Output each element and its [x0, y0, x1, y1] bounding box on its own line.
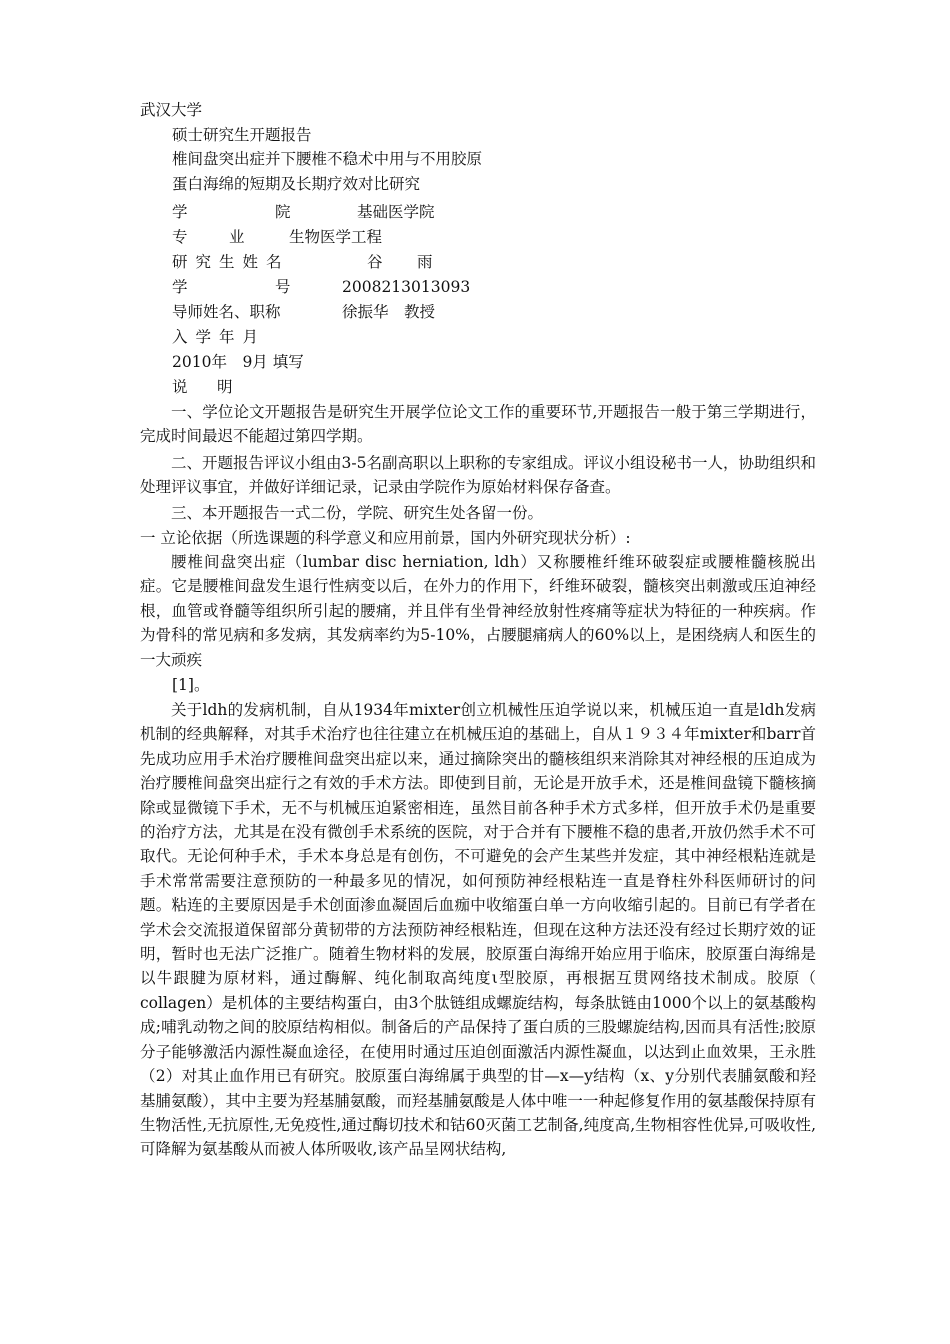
student-id-value: 2008213013093 — [342, 278, 471, 296]
student-name-value-b: 雨 — [417, 253, 433, 271]
college-label-b: 院 — [275, 203, 291, 221]
college-value: 基础医学院 — [357, 203, 435, 221]
fill-date: 2010年 9月 填写 — [172, 353, 304, 371]
student-id-label-a: 学 — [172, 278, 188, 296]
report-title-line1: 椎间盘突出症并下腰椎不稳术中用与不用胶原 — [172, 150, 483, 168]
reference-1: [1]。 — [172, 676, 210, 694]
note-item-1: 一、学位论文开题报告是研究生开展学位论文工作的重要环节,开题报告一般于第三学期进行，完成时间最迟不能超过第四学期。 — [140, 403, 816, 446]
advisor-label: 导师姓名、职称 — [172, 303, 281, 321]
student-name-value-a: 谷 — [367, 253, 383, 271]
notes-heading-a: 说 — [172, 378, 188, 396]
notes-heading-b: 明 — [217, 378, 233, 396]
student-name-row — [172, 250, 572, 274]
section1-heading: 一 立论依据（所选课题的科学意义和应用前景，国内外研究现状分析）: — [140, 529, 631, 547]
advisor-row — [172, 300, 572, 324]
advisor-value: 徐振华 教授 — [342, 303, 436, 321]
major-value: 生物医学工程 — [289, 228, 383, 246]
report-title-line2: 蛋白海绵的短期及长期疗效对比研究 — [172, 175, 421, 193]
major-label-b: 业 — [229, 228, 245, 246]
notes-heading — [172, 375, 372, 399]
university-name: 武汉大学 — [140, 101, 203, 119]
note-item-3: 三、本开题报告一式二份，学院、研究生处各留一份。 — [171, 504, 544, 522]
major-label-a: 专 — [172, 228, 188, 246]
enroll-label: 入学年月 — [172, 328, 267, 346]
body-paragraph-1: 腰椎间盘突出症（lumbar disc herniation, ldh）又称腰椎纤维环破裂症或腰椎髓核脱出症。它是腰椎间盘发生退行性病变以后，在外力的作用下，纤维环破裂，髓核突出刺激或压迫神经根，血管或脊髓等组织所引起的腰痛，并且伴有坐骨神经放射性疼痛等症状为特征的一种疾病。作为骨科的常见病和多发病，其发病率约为5-10%，占腰腿痛病人的60%以上，是困绕病人和医生的一大顽疾 — [140, 553, 816, 669]
student-id-row — [172, 275, 572, 299]
student-id-label-b: 号 — [275, 278, 291, 296]
report-type: 硕士研究生开题报告 — [172, 126, 312, 144]
note-item-2: 二、开题报告评议小组由3-5名副高职以上职称的专家组成。评议小组设秘书一人，协助组织和处理评议事宜，并做好详细记录，记录由学院作为原始材料保存备查。 — [140, 454, 816, 497]
major-row — [172, 225, 572, 249]
body-paragraph-2: 关于ldh的发病机制，自从1934年mixter创立机械性压迫学说以来，机械压迫一直是ldh发病机制的经典解释，对其手术治疗也往往建立在机械压迫的基础上，自从１９３４年mixter和barr首先成功应用手术治疗腰椎间盘突出症以来，通过摘除突出的髓核组织来消除其对神经根的压迫成为治疗腰椎间盘突出症行之有效的手术方法。即使到目前，无论是开放手术，还是椎间盘镜下髓核摘除或显微镜下手术，无不与机械压迫紧密相连，虽然目前各种手术方式多样，但开放手术仍是重要的治疗方法，尤其是在没有微创手术系统的医院，对于合并有下腰椎不稳的患者,开放仍然手术不可取代。无论何种手术，手术本身总是有创伤，不可避免的会产生某些并发症，其中神经根粘连就是手术常常需要注意预防的一种最多见的情况，如何预防神经根粘连一直是脊柱外科医师研讨的问题。粘连的主要原因是手术创面渗血凝固后血痂中收缩蛋白单一方向收缩引起的。目前已有学者在学术会交流报道保留部分黄韧带的方法预防神经根粘连，但现在这种方法还没有经过长期疗效的证明，暂时也无法广泛推广。随着生物材料的发展，胶原蛋白海绵开始应用于临床，胶原蛋白海绵是以牛跟腱为原材料，通过酶解、纯化制取高纯度ι型胶原，再根据互贯网络技术制成。胶原（ collagen）是机体的主要结构蛋白，由3个肽链组成螺旋结构，每条肽链由1000个以上的氨基酸构成;哺乳动物之间的胶原结构相似。制备后的产品保持了蛋白质的三股螺旋结构,因而具有活性;胶原分子能够激活内源性凝血途径，在使用时通过压迫创面激活内源性凝血，以达到止血效果，王永胜（2）对其止血作用已有研究。胶原蛋白海绵属于典型的甘—x—y结构（x、y分别代表脯氨酸和羟基脯氨酸），其中主要为羟基脯氨酸，而羟基脯氨酸是人体中唯一一种起修复作用的氨基酸保持原有生物活性,无抗原性,无免疫性,通过酶切技术和钴60灭菌工艺制备,纯度高,生物相容性优异,可吸收性,可降解为氨基酸从而被人体所吸收,该产品呈网状结构, — [140, 701, 816, 1159]
college-label-a: 学 — [172, 203, 188, 221]
student-name-label: 研究生姓名 — [172, 253, 290, 271]
college-row — [172, 200, 572, 224]
